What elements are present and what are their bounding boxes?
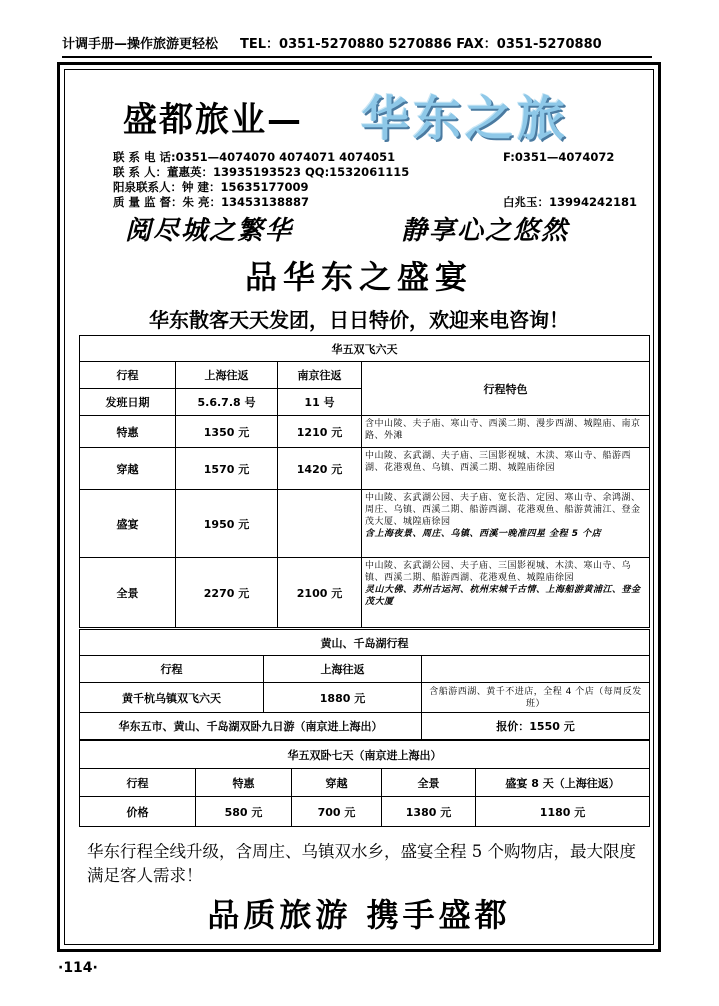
table-shuangwo bbox=[79, 740, 650, 827]
table3-price-shengyan: 1180 元 bbox=[476, 797, 650, 827]
table2-row-price: 1880 元 bbox=[264, 683, 422, 713]
top-bar bbox=[62, 36, 652, 58]
table3-price-chuanyue: 700 元 bbox=[292, 797, 382, 827]
table1-title: 华五双飞六天 bbox=[80, 336, 650, 362]
table1-date-shanghai: 5.6.7.8 号 bbox=[176, 389, 278, 416]
banquet-headline: 品华东之盛宴 bbox=[244, 258, 473, 296]
row-feature: 中山陵、玄武湖、夫子庙、三国影视城、木渎、寒山寺、船游西湖、花港观鱼、乌镇、西溪二期、城隍庙徐园 bbox=[362, 448, 650, 490]
feature-text: 中山陵、玄武湖公园、夫子庙、三国影视城、木渎、寒山寺、乌镇、西溪二期、船游西湖、花港观鱼、城隍庙徐园 bbox=[365, 561, 632, 583]
contact-yangquan: 阳泉联系人：钟 建：15635177009 bbox=[113, 180, 309, 194]
table3-price-tehui: 580 元 bbox=[196, 797, 292, 827]
brand-title: 华东之旅 bbox=[361, 91, 570, 147]
row-name: 穿越 bbox=[80, 448, 176, 490]
table-row bbox=[80, 490, 650, 558]
brand-name: 盛都旅业— bbox=[123, 100, 303, 140]
table1-col-shanghai: 上海往返 bbox=[176, 362, 278, 389]
slogan-left: 阅尽城之繁华 bbox=[125, 216, 294, 246]
table2-col-shanghai: 上海往返 bbox=[264, 656, 422, 683]
feature-text: 中山陵、玄武湖公园、夫子庙、宽长浩、定园、寒山寺、余鸿湖、周庄、乌镇、西溪二期、船游西湖、花港观鱼、船游黄浦江、登金茂大厦、城隍庙徐园 bbox=[365, 493, 641, 527]
manual-slogan: 计调手册—操作旅游更轻松 bbox=[62, 37, 219, 52]
table1-col-nanjing: 南京往返 bbox=[278, 362, 362, 389]
table1-col-route: 行程 bbox=[80, 362, 176, 389]
row-price-shanghai: 2270 元 bbox=[176, 558, 278, 628]
table2-row-name: 黄千杭乌镇双飞六天 bbox=[80, 683, 264, 713]
table2-title: 黄山、千岛湖行程 bbox=[80, 630, 650, 656]
table-shuangfei bbox=[79, 335, 650, 628]
table3-col-chuanyue: 穿越 bbox=[292, 769, 382, 797]
table1-date-nanjing: 11 号 bbox=[278, 389, 362, 416]
row-price-nanjing bbox=[278, 490, 362, 558]
slogan-right: 静享心之悠然 bbox=[401, 216, 570, 246]
page-inner-frame bbox=[64, 69, 654, 945]
table1-col-feature: 行程特色 bbox=[362, 362, 650, 416]
table2-combo-name: 华东五市、黄山、千岛湖双卧九日游（南京进上海出） bbox=[80, 713, 422, 740]
row-feature bbox=[362, 490, 650, 558]
feature-bold: 灵山大佛、苏州古运河、杭州宋城千古情、上海船游黄浦江、登金茂大厦 bbox=[365, 585, 641, 607]
table-huangshan bbox=[79, 629, 650, 740]
table2-col-empty bbox=[422, 656, 650, 683]
upgrade-notice: 华东行程全线升级，含周庄、乌镇双水乡，盛宴全程 5 个购物店，最大限度满足客人需求！ bbox=[87, 842, 636, 885]
table3-col-tehui: 特惠 bbox=[196, 769, 292, 797]
table2-col-route: 行程 bbox=[80, 656, 264, 683]
row-name: 特惠 bbox=[80, 416, 176, 448]
contact-phone: 联 系 电 话:0351—4074070 4074071 4074051 bbox=[113, 150, 396, 164]
daily-tour-notice: 华东散客天天发团，日日特价，欢迎来电咨询！ bbox=[149, 308, 569, 332]
row-price-nanjing: 1420 元 bbox=[278, 448, 362, 490]
contact-block bbox=[113, 150, 653, 210]
table-row bbox=[80, 448, 650, 490]
row-price-shanghai: 1350 元 bbox=[176, 416, 278, 448]
table3-price-label: 价格 bbox=[80, 797, 196, 827]
row-price-shanghai: 1950 元 bbox=[176, 490, 278, 558]
row-price-shanghai: 1570 元 bbox=[176, 448, 278, 490]
row-name: 盛宴 bbox=[80, 490, 176, 558]
contact-other: 白兆玉：13994242181 bbox=[503, 195, 638, 209]
table3-title: 华五双卧七天（南京进上海出） bbox=[80, 741, 650, 769]
contact-supervisor: 质 量 监 督：朱 亮：13453138887 bbox=[113, 195, 310, 209]
table3-col-quanjing: 全景 bbox=[382, 769, 476, 797]
page-frame bbox=[57, 62, 661, 952]
contact-person: 联 系 人：董惠英：13935193523 QQ:1532061115 bbox=[113, 165, 410, 179]
top-contact: TEL：0351-5270880 5270886 FAX：0351-5270880 bbox=[240, 37, 602, 52]
table-row bbox=[80, 416, 650, 448]
row-feature bbox=[362, 558, 650, 628]
row-price-nanjing: 2100 元 bbox=[278, 558, 362, 628]
table-row bbox=[80, 558, 650, 628]
contact-fax: F:0351—4074072 bbox=[503, 150, 615, 164]
table3-col-route: 行程 bbox=[80, 769, 196, 797]
table3-price-quanjing: 1380 元 bbox=[382, 797, 476, 827]
feature-bold: 含上海夜景、周庄、乌镇、西溪一晚准四星 全程 5 个店 bbox=[365, 529, 602, 539]
table3-col-shengyan: 盛宴 8 天（上海往返） bbox=[476, 769, 650, 797]
row-feature: 含中山陵、夫子庙、寒山寺、西溪二期、漫步西湖、城隍庙、南京路、外滩 bbox=[362, 416, 650, 448]
row-name: 全景 bbox=[80, 558, 176, 628]
table1-date-label: 发班日期 bbox=[80, 389, 176, 416]
page-number: ·114· bbox=[58, 960, 98, 976]
table2-combo-price: 报价：1550 元 bbox=[422, 713, 650, 740]
footer-slogan: 品质旅游 携手盛都 bbox=[207, 896, 511, 934]
row-price-nanjing: 1210 元 bbox=[278, 416, 362, 448]
table2-row-note: 含船游西湖、黄千不进店，全程 4 个店（每周反发班） bbox=[422, 683, 650, 713]
